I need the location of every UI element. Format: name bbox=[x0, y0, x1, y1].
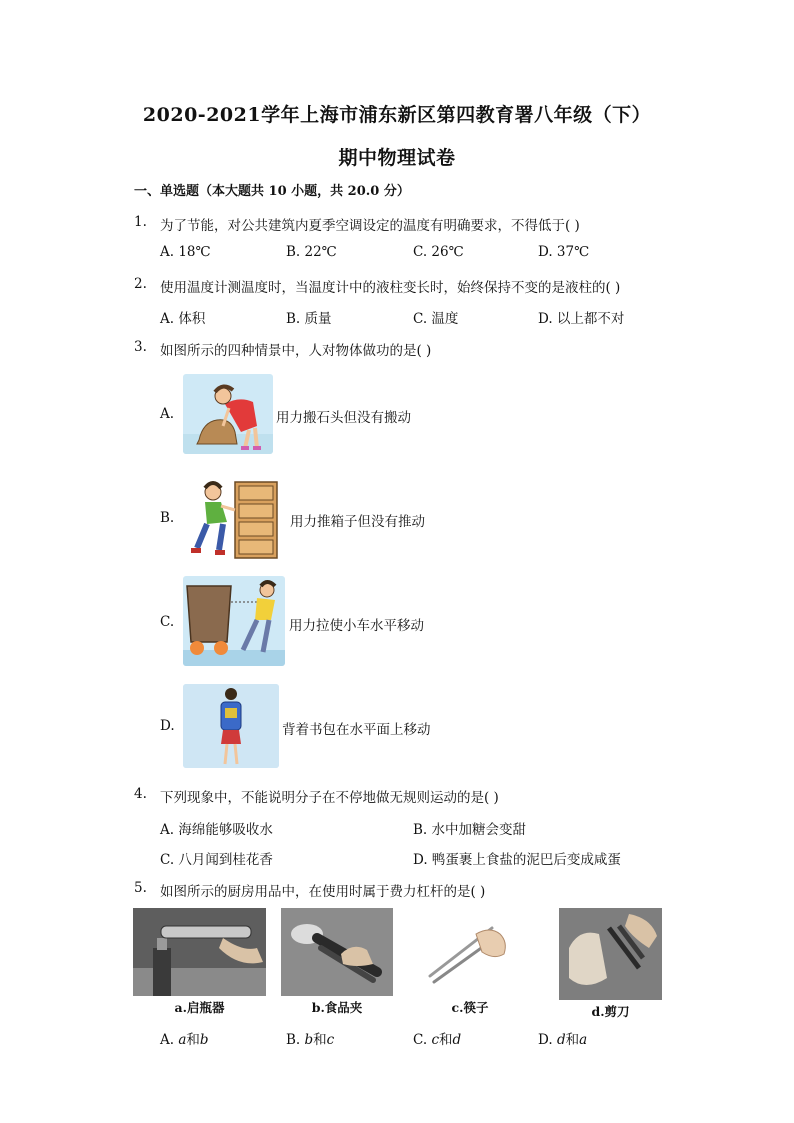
question-2-text: 使用温度计测温度时，当温度计中的液柱变长时，始终保持不变的是液柱的( ) bbox=[160, 280, 621, 296]
food-tongs-icon bbox=[281, 908, 393, 996]
question-3-image-b bbox=[183, 472, 285, 564]
question-3-option-c-letter: C. bbox=[160, 614, 175, 630]
question-4-option-a: A. 海绵能够吸收水 bbox=[160, 822, 273, 838]
question-5-text: 如图所示的厨房用品中，在使用时属于费力杠杆的是( ) bbox=[160, 884, 486, 900]
option-letter: A. bbox=[160, 1032, 175, 1048]
question-3-option-a-text: 用力搬石头但没有搬动 bbox=[276, 410, 411, 426]
question-5-image-c bbox=[420, 908, 520, 996]
question-5-number: 5. bbox=[134, 880, 147, 896]
section-heading-single-choice: 一、单选题（本大题共 10 小题，共 20.0 分） bbox=[134, 184, 410, 199]
question-4-option-c: C. 八月闻到桂花香 bbox=[160, 852, 273, 868]
question-5-image-d bbox=[559, 908, 662, 1000]
question-2-number: 2. bbox=[134, 276, 147, 292]
question-5-option-b bbox=[286, 1028, 334, 1048]
question-4-option-b: B. 水中加糖会变甜 bbox=[413, 822, 527, 838]
person-pulling-cart-icon bbox=[183, 576, 285, 666]
question-5-image-b bbox=[281, 908, 393, 996]
question-2-option-b: B. 质量 bbox=[286, 311, 332, 327]
option-variable: c bbox=[431, 1032, 439, 1048]
person-lifting-rock-icon bbox=[183, 374, 273, 454]
option-variable: d bbox=[556, 1032, 566, 1048]
option-conjunction: 和 bbox=[313, 1032, 327, 1048]
question-2-option-a: A. 体积 bbox=[160, 311, 206, 327]
option-letter: B. bbox=[286, 1032, 301, 1048]
option-conjunction: 和 bbox=[565, 1032, 580, 1048]
question-3-option-c-text: 用力拉使小车水平移动 bbox=[289, 618, 424, 634]
question-3-option-a-letter: A. bbox=[160, 406, 175, 422]
option-conjunction: 和 bbox=[186, 1032, 200, 1048]
question-5-option-a bbox=[160, 1028, 209, 1048]
question-3-option-b-text: 用力推箱子但没有推动 bbox=[290, 514, 425, 530]
question-5-caption-a: a.启瓶器 bbox=[174, 1000, 225, 1015]
question-3-text: 如图所示的四种情景中，人对物体做功的是( ) bbox=[160, 343, 432, 359]
question-1-option-b: B. 22℃ bbox=[286, 244, 337, 260]
question-5-caption-b: b.食品夹 bbox=[311, 1000, 363, 1015]
question-1-text: 为了节能，对公共建筑内夏季空调设定的温度有明确要求，不得低于( ) bbox=[160, 218, 580, 234]
option-conjunction: 和 bbox=[439, 1032, 453, 1048]
question-1-option-a: A. 18℃ bbox=[160, 244, 211, 260]
exam-title-line1: 2020-2021学年上海市浦东新区第四教育署八年级（下） bbox=[142, 104, 652, 126]
chopsticks-icon bbox=[420, 908, 520, 996]
option-letter: D. bbox=[538, 1032, 553, 1048]
option-variable: a bbox=[579, 1032, 588, 1048]
person-pushing-box-icon bbox=[183, 472, 285, 564]
option-letter: C. bbox=[413, 1032, 428, 1048]
question-2-option-c: C. 温度 bbox=[413, 311, 459, 327]
question-3-option-b-letter: B. bbox=[160, 510, 175, 526]
question-3-image-c bbox=[183, 576, 285, 666]
question-1-option-c: C. 26℃ bbox=[413, 244, 464, 260]
option-variable: b bbox=[304, 1032, 314, 1048]
question-5-option-c bbox=[413, 1028, 461, 1048]
question-3-option-d-text: 背着书包在水平面上移动 bbox=[282, 722, 431, 738]
question-5-caption-c: c.筷子 bbox=[451, 1000, 489, 1015]
question-3-image-d bbox=[183, 684, 279, 768]
bottle-opener-icon bbox=[133, 908, 266, 996]
question-1-number: 1. bbox=[134, 214, 147, 230]
question-4-option-d: D. 鸭蛋裹上食盐的泥巴后变成咸蛋 bbox=[413, 852, 621, 868]
question-3-number: 3. bbox=[134, 339, 147, 355]
kitchen-scissors-icon bbox=[559, 908, 662, 1000]
question-4-number: 4. bbox=[134, 786, 147, 802]
option-variable: b bbox=[199, 1032, 209, 1048]
question-5-caption-d: d.剪刀 bbox=[591, 1004, 630, 1019]
question-2-option-d: D. 以上都不对 bbox=[538, 311, 625, 327]
question-5-option-d bbox=[538, 1028, 587, 1048]
option-variable: a bbox=[178, 1032, 187, 1048]
person-walking-with-backpack-icon bbox=[183, 684, 279, 768]
question-3-option-d-letter: D. bbox=[160, 718, 175, 734]
question-3-image-a bbox=[183, 374, 273, 454]
exam-title-line2: 期中物理试卷 bbox=[338, 147, 456, 169]
question-1-option-d: D. 37℃ bbox=[538, 244, 590, 260]
question-4-text: 下列现象中，不能说明分子在不停地做无规则运动的是( ) bbox=[160, 790, 499, 806]
question-5-image-a bbox=[133, 908, 266, 996]
option-variable: c bbox=[326, 1032, 335, 1048]
option-variable: d bbox=[452, 1032, 462, 1048]
